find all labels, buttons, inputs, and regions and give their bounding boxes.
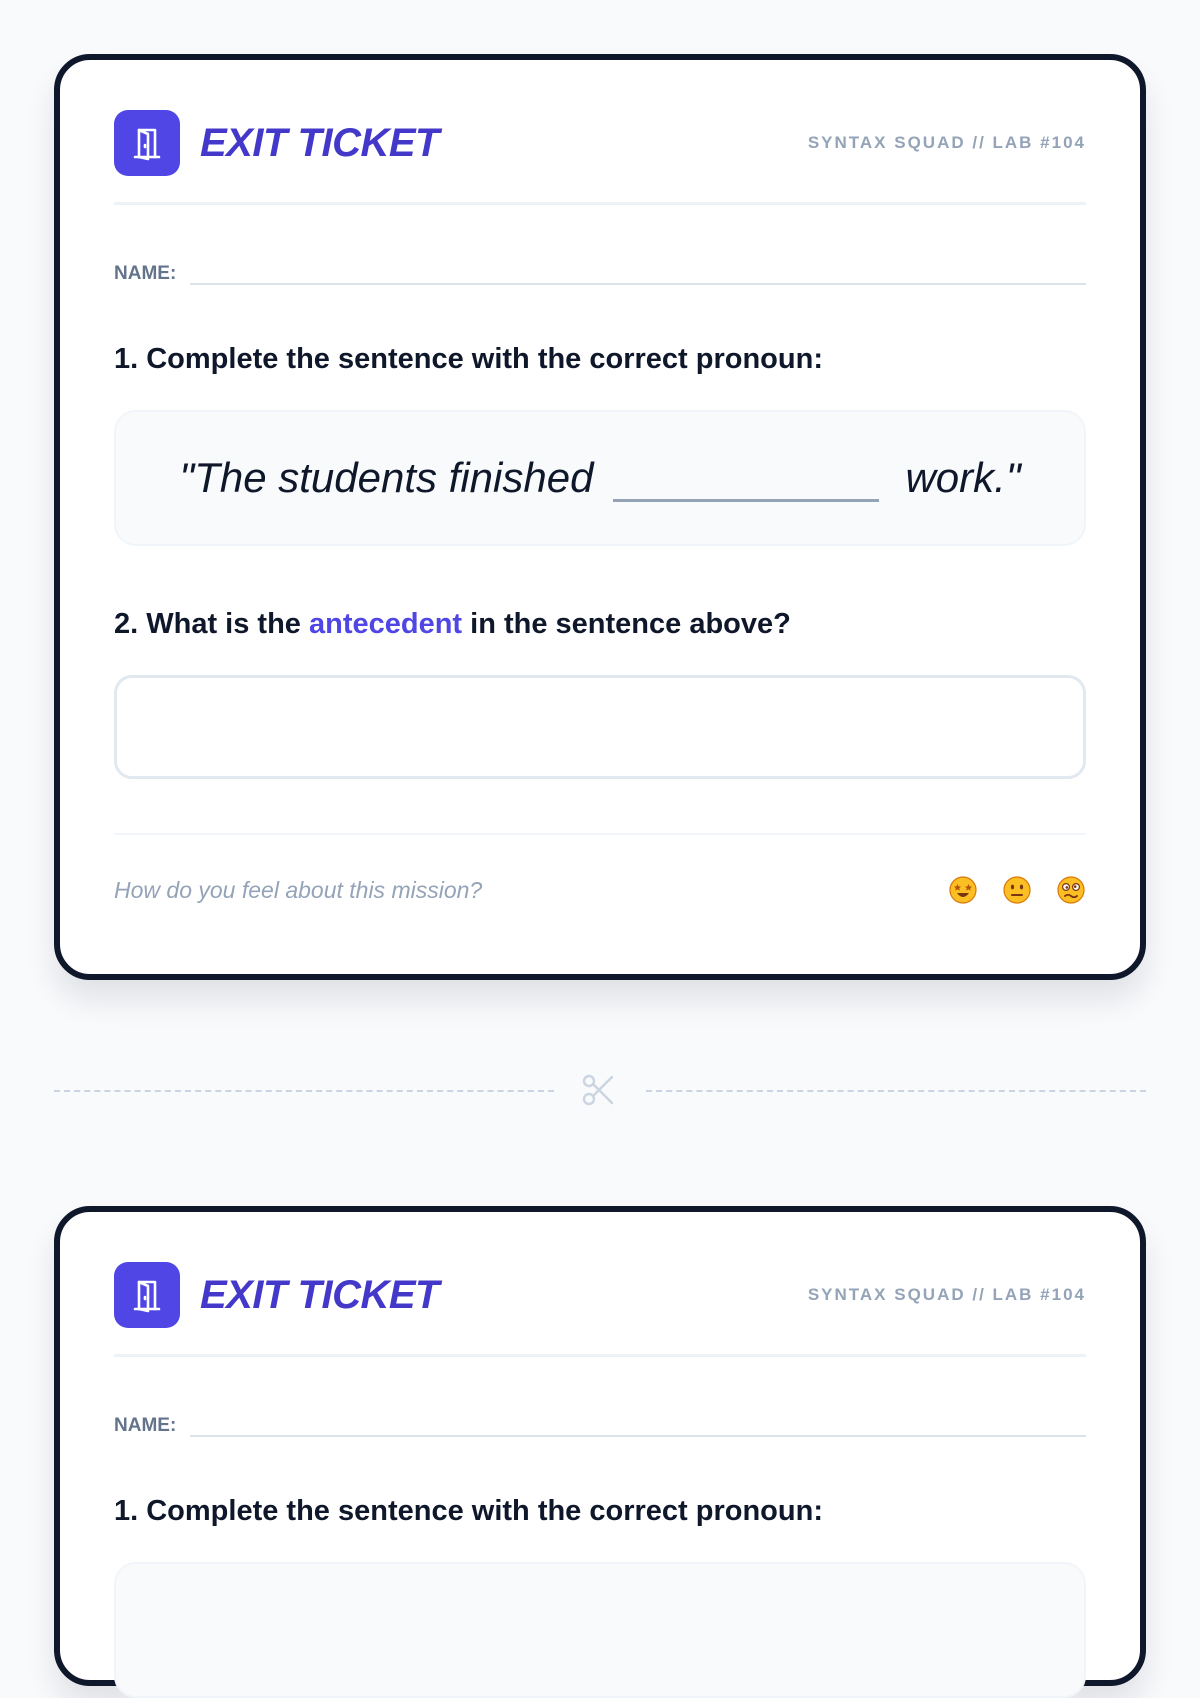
question-2-end: in the sentence above? <box>470 608 791 640</box>
name-row <box>114 253 1086 285</box>
exit-ticket-card-copy <box>54 1206 1146 1686</box>
exit-ticket-card <box>54 54 1146 980</box>
sentence-start: "The students finished <box>179 454 594 501</box>
door-icon <box>114 1262 180 1328</box>
question-2-highlight: antecedent <box>308 608 463 640</box>
door-icon <box>114 110 180 176</box>
star-struck-emoji[interactable] <box>948 875 978 905</box>
class-label: SYNTAX SQUAD // LAB #104 <box>807 1285 1086 1304</box>
sentence-box <box>114 410 1086 546</box>
cut-line-right <box>646 1090 1146 1092</box>
name-label: NAME: <box>114 1415 177 1436</box>
question-2 <box>114 608 1086 641</box>
confused-face-emoji[interactable] <box>1056 875 1086 905</box>
ticket-header <box>114 1262 1086 1357</box>
emoji-rating <box>924 875 1086 905</box>
cut-line <box>54 1070 1146 1110</box>
question-2-start: 2. What is the <box>114 608 301 640</box>
name-field[interactable] <box>190 1409 1086 1437</box>
ticket-footer <box>114 833 1086 905</box>
feeling-prompt: How do you feel about this mission? <box>114 876 483 903</box>
page-title: EXIT TICKET <box>200 120 439 165</box>
ticket-brand <box>114 1262 439 1328</box>
neutral-face-emoji[interactable] <box>1002 875 1032 905</box>
question-1: 1. Complete the sentence with the correct pronoun: <box>114 343 823 375</box>
sentence-box <box>114 1562 1086 1698</box>
name-field[interactable] <box>190 257 1086 285</box>
class-label: SYNTAX SQUAD // LAB #104 <box>807 133 1086 152</box>
cut-line-left <box>54 1090 554 1092</box>
ticket-brand <box>114 110 439 176</box>
ticket-header <box>114 110 1086 205</box>
name-row <box>114 1405 1086 1437</box>
page-title: EXIT TICKET <box>200 1272 439 1317</box>
scissors-icon <box>580 1072 616 1108</box>
name-label: NAME: <box>114 263 177 284</box>
question-1: 1. Complete the sentence with the correct pronoun: <box>114 1495 823 1527</box>
answer-field[interactable] <box>114 675 1086 779</box>
pronoun-blank[interactable] <box>613 455 879 502</box>
sentence-end: work." <box>905 454 1021 501</box>
